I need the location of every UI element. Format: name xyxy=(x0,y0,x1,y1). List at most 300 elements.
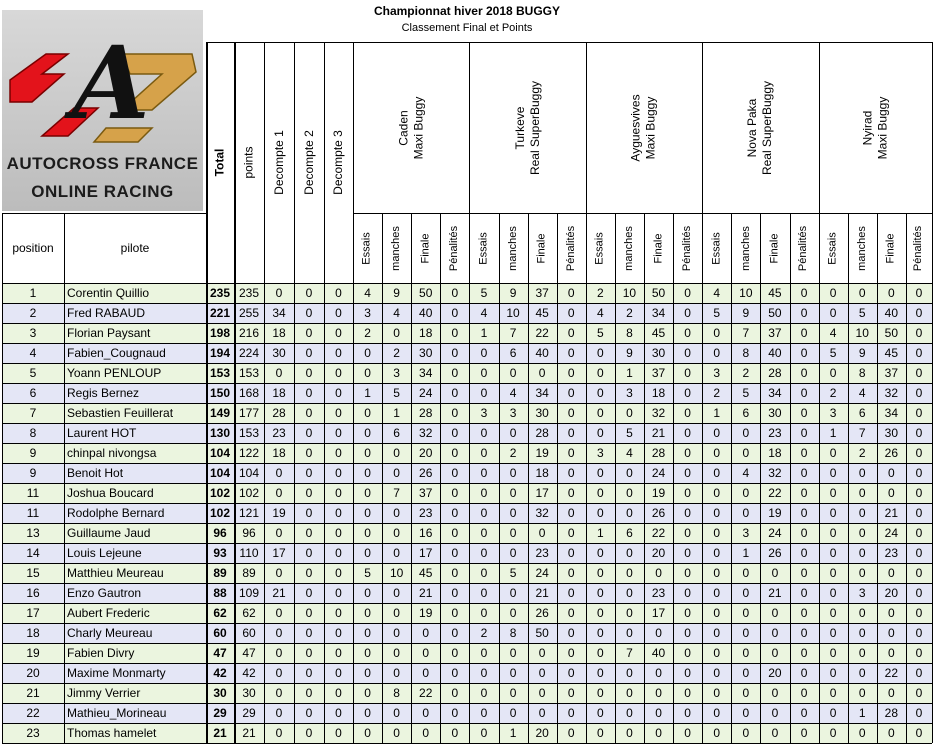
pilot-name: Fred RABAUD xyxy=(67,306,146,320)
score-cell: 20 xyxy=(884,586,899,600)
score-cell: 21 xyxy=(419,586,433,600)
total-cell: 150 xyxy=(209,386,231,400)
subheader-essais: Essais xyxy=(361,231,374,265)
score-cell: 37 xyxy=(535,286,549,300)
score-cell: 0 xyxy=(597,726,604,740)
score-cell: 0 xyxy=(713,646,721,660)
column-divider xyxy=(702,42,703,743)
subheader-finale: Finale xyxy=(535,233,548,263)
score-cell: 0 xyxy=(451,366,459,380)
score-cell: 0 xyxy=(915,706,923,720)
pilot-name: Enzo Gautron xyxy=(67,586,142,600)
event-header xyxy=(702,42,818,213)
score-cell: 0 xyxy=(451,566,459,580)
score-cell: 37 xyxy=(651,366,666,380)
score-cell: 0 xyxy=(915,466,923,480)
score-cell: 0 xyxy=(509,586,517,600)
score-cell: 1 xyxy=(597,526,604,540)
score-cell: 0 xyxy=(800,566,808,580)
score-cell: 0 xyxy=(509,466,517,480)
score-cell: 0 xyxy=(655,686,662,700)
score-cell: 23 xyxy=(768,426,782,440)
score-cell: 6 xyxy=(742,406,750,420)
score-cell: 0 xyxy=(480,566,488,580)
score-cell: 0 xyxy=(684,306,691,320)
score-cell: 32 xyxy=(535,506,549,520)
total-cell: 96 xyxy=(213,526,227,540)
column-divider xyxy=(206,42,208,743)
score-cell: 0 xyxy=(597,346,604,360)
header-decompte-3-cell xyxy=(324,42,353,283)
score-cell: 0 xyxy=(305,466,313,480)
score-cell: 0 xyxy=(771,606,779,620)
score-cell: 47 xyxy=(242,646,256,660)
score-cell: 0 xyxy=(451,426,459,440)
score-cell: 19 xyxy=(535,446,549,460)
header-points-cell xyxy=(234,42,264,283)
score-cell: 1 xyxy=(626,366,633,380)
column-divider xyxy=(382,213,383,743)
score-cell: 0 xyxy=(451,666,459,680)
score-cell: 0 xyxy=(275,646,283,660)
score-cell: 0 xyxy=(538,706,546,720)
score-cell: 34 xyxy=(884,406,899,420)
score-cell: 9 xyxy=(393,286,400,300)
score-cell: 0 xyxy=(335,646,342,660)
score-cell: 0 xyxy=(275,726,283,740)
score-cell: 104 xyxy=(238,466,260,480)
pilot-name: Laurent HOT xyxy=(67,426,137,440)
subheader-essais: Essais xyxy=(477,231,490,265)
score-cell: 24 xyxy=(768,526,782,540)
column-divider xyxy=(411,213,412,743)
score-cell: 24 xyxy=(535,566,549,580)
score-cell: 0 xyxy=(915,386,923,400)
score-cell: 0 xyxy=(626,666,633,680)
score-cell: 0 xyxy=(335,706,342,720)
score-cell: 7 xyxy=(742,326,750,340)
score-cell: 34 xyxy=(419,366,433,380)
score-cell: 3 xyxy=(742,526,750,540)
score-cell: 0 xyxy=(684,346,691,360)
pilot-name: Jimmy Verrier xyxy=(67,686,141,700)
score-cell: 8 xyxy=(742,346,750,360)
event-class: Maxi Buggy xyxy=(643,96,658,159)
score-cell: 0 xyxy=(915,626,923,640)
score-cell: 9 xyxy=(858,346,866,360)
score-cell: 0 xyxy=(915,326,923,340)
score-cell: 216 xyxy=(238,326,260,340)
score-cell: 0 xyxy=(597,506,604,520)
pilot-name: Louis Lejeune xyxy=(67,546,142,560)
subheader-manches: manches xyxy=(506,225,519,271)
score-cell: 0 xyxy=(451,306,459,320)
score-cell: 0 xyxy=(480,506,488,520)
score-cell: 0 xyxy=(335,386,342,400)
score-cell: 8 xyxy=(509,626,517,640)
score-cell: 0 xyxy=(626,566,633,580)
subheader-cell xyxy=(499,213,528,283)
column-divider xyxy=(324,42,325,743)
subheader-cell xyxy=(790,213,819,283)
score-cell: 0 xyxy=(305,446,313,460)
score-cell: 0 xyxy=(480,346,488,360)
score-cell: 20 xyxy=(535,726,549,740)
score-cell: 121 xyxy=(238,506,260,520)
score-cell: 19 xyxy=(768,506,782,520)
score-cell: 0 xyxy=(422,626,430,640)
row-divider xyxy=(2,743,932,744)
score-cell: 0 xyxy=(858,726,866,740)
score-cell: 0 xyxy=(626,686,633,700)
score-cell: 0 xyxy=(800,466,808,480)
score-cell: 21 xyxy=(272,586,286,600)
score-cell: 0 xyxy=(742,686,750,700)
score-cell: 0 xyxy=(713,546,721,560)
subheader-cell xyxy=(877,213,906,283)
score-cell: 0 xyxy=(364,466,371,480)
score-cell: 0 xyxy=(451,646,459,660)
score-cell: 0 xyxy=(509,526,517,540)
score-cell: 0 xyxy=(915,726,923,740)
subheader-penalites: Pénalités xyxy=(681,225,694,271)
score-cell: 0 xyxy=(275,286,283,300)
score-cell: 26 xyxy=(884,446,899,460)
score-cell: 30 xyxy=(884,426,899,440)
total-cell: 104 xyxy=(209,446,231,460)
score-cell: 5 xyxy=(742,386,750,400)
score-cell: 0 xyxy=(626,506,633,520)
score-cell: 0 xyxy=(451,606,459,620)
score-cell: 0 xyxy=(888,286,895,300)
row-divider xyxy=(2,603,932,604)
score-cell: 30 xyxy=(419,346,433,360)
score-cell: 0 xyxy=(335,346,342,360)
score-cell: 0 xyxy=(858,686,866,700)
score-cell: 0 xyxy=(800,666,808,680)
score-cell: 0 xyxy=(509,646,517,660)
score-cell: 0 xyxy=(713,466,721,480)
score-cell: 168 xyxy=(238,386,260,400)
score-cell: 0 xyxy=(567,606,575,620)
score-cell: 122 xyxy=(238,446,260,460)
pilot-name: chinpal nivongsa xyxy=(67,446,157,460)
score-cell: 0 xyxy=(713,426,721,440)
score-cell: 28 xyxy=(535,426,549,440)
score-cell: 0 xyxy=(713,706,721,720)
score-cell: 23 xyxy=(651,586,666,600)
score-cell: 0 xyxy=(275,626,283,640)
score-cell: 0 xyxy=(742,626,750,640)
pilot-name: Matthieu Meureau xyxy=(67,566,164,580)
score-cell: 0 xyxy=(858,546,866,560)
row-divider xyxy=(2,283,932,284)
score-cell: 0 xyxy=(742,586,750,600)
row-divider xyxy=(2,723,932,724)
score-cell: 0 xyxy=(597,426,604,440)
score-cell: 2 xyxy=(393,346,400,360)
score-cell: 0 xyxy=(451,286,459,300)
subheader-finale: Finale xyxy=(884,233,897,263)
score-cell: 37 xyxy=(884,366,899,380)
pilot-name: Rodolphe Bernard xyxy=(67,506,165,520)
total-cell: 149 xyxy=(209,406,231,420)
score-cell: 22 xyxy=(535,326,549,340)
score-cell: 0 xyxy=(567,526,575,540)
position-cell: 5 xyxy=(29,366,37,380)
score-cell: 0 xyxy=(567,546,575,560)
score-cell: 0 xyxy=(305,406,313,420)
pilot-name: Fabien Divry xyxy=(67,646,135,660)
score-cell: 0 xyxy=(684,646,691,660)
position-cell: 20 xyxy=(26,666,40,680)
header-decompte-3: Decompte 3 xyxy=(331,130,346,195)
position-cell: 23 xyxy=(26,726,40,740)
position-cell: 14 xyxy=(26,546,40,560)
score-cell: 110 xyxy=(239,546,259,560)
header-decompte-1-cell xyxy=(264,42,294,283)
score-cell: 0 xyxy=(480,586,488,600)
score-cell: 0 xyxy=(888,566,895,580)
score-cell: 26 xyxy=(535,606,549,620)
subheader-cell xyxy=(848,213,877,283)
score-cell: 0 xyxy=(655,666,662,680)
score-cell: 0 xyxy=(364,666,371,680)
score-cell: 0 xyxy=(451,706,459,720)
score-cell: 10 xyxy=(855,326,869,340)
header-pilote: pilote xyxy=(120,241,150,255)
score-cell: 0 xyxy=(684,486,691,500)
score-cell: 0 xyxy=(305,426,313,440)
score-cell: 0 xyxy=(915,406,923,420)
score-cell: 0 xyxy=(597,466,604,480)
position-cell: 11 xyxy=(26,486,40,500)
score-cell: 0 xyxy=(335,466,342,480)
score-cell: 0 xyxy=(422,726,430,740)
score-cell: 2 xyxy=(829,386,837,400)
score-cell: 0 xyxy=(335,506,342,520)
score-cell: 0 xyxy=(275,566,283,580)
score-cell: 28 xyxy=(419,406,433,420)
score-cell: 0 xyxy=(509,486,517,500)
row-divider xyxy=(2,703,932,704)
score-cell: 10 xyxy=(622,286,637,300)
event-name xyxy=(860,96,890,159)
header-mid-line xyxy=(2,213,206,214)
score-cell: 0 xyxy=(305,366,313,380)
score-cell: 0 xyxy=(335,286,342,300)
score-cell: 0 xyxy=(915,506,923,520)
score-cell: 0 xyxy=(684,406,691,420)
score-cell: 30 xyxy=(272,346,286,360)
score-cell: 0 xyxy=(364,686,371,700)
score-cell: 0 xyxy=(305,326,313,340)
score-cell: 0 xyxy=(800,686,808,700)
column-divider xyxy=(264,42,265,743)
score-cell: 0 xyxy=(275,706,283,720)
score-cell: 0 xyxy=(275,686,283,700)
score-cell: 37 xyxy=(419,486,433,500)
row-divider xyxy=(2,363,932,364)
score-cell: 0 xyxy=(451,726,459,740)
score-cell: 20 xyxy=(768,666,782,680)
score-cell: 0 xyxy=(888,646,895,660)
subheader-cell xyxy=(760,213,789,283)
score-cell: 2 xyxy=(626,306,633,320)
score-cell: 0 xyxy=(684,586,691,600)
score-cell: 0 xyxy=(626,586,633,600)
score-cell: 5 xyxy=(626,426,633,440)
score-cell: 0 xyxy=(480,386,488,400)
score-cell: 2 xyxy=(480,626,488,640)
score-cell: 0 xyxy=(626,726,633,740)
score-cell: 0 xyxy=(509,706,517,720)
subheader-manches: manches xyxy=(390,225,403,271)
score-cell: 0 xyxy=(915,566,923,580)
score-cell: 0 xyxy=(509,666,517,680)
header-decompte-1: Decompte 1 xyxy=(271,130,286,195)
score-cell: 0 xyxy=(364,406,371,420)
subheader-penalites: Pénalités xyxy=(912,225,925,271)
score-cell: 0 xyxy=(888,686,895,700)
column-divider xyxy=(819,42,820,743)
score-cell: 0 xyxy=(713,526,721,540)
score-cell: 0 xyxy=(335,326,342,340)
score-cell: 0 xyxy=(684,426,691,440)
row-divider xyxy=(2,623,932,624)
score-cell: 0 xyxy=(684,526,691,540)
score-cell: 2 xyxy=(858,446,866,460)
score-cell: 0 xyxy=(915,426,923,440)
subheader-cell xyxy=(673,213,702,283)
score-cell: 7 xyxy=(393,486,400,500)
pilot-name: Regis Bernez xyxy=(67,386,140,400)
position-cell: 17 xyxy=(26,606,40,620)
score-cell: 0 xyxy=(655,726,662,740)
score-cell: 0 xyxy=(829,546,837,560)
score-cell: 5 xyxy=(858,306,866,320)
score-cell: 1 xyxy=(742,546,750,560)
position-cell: 21 xyxy=(26,686,40,700)
score-cell: 0 xyxy=(829,466,837,480)
score-cell: 0 xyxy=(567,386,575,400)
score-cell: 0 xyxy=(275,366,283,380)
score-cell: 0 xyxy=(800,526,808,540)
score-cell: 0 xyxy=(684,366,691,380)
event-class: Maxi Buggy xyxy=(411,96,426,159)
subheader-essais: Essais xyxy=(593,231,606,265)
score-cell: 34 xyxy=(535,386,549,400)
score-cell: 0 xyxy=(567,326,575,340)
score-cell: 21 xyxy=(651,426,666,440)
score-cell: 0 xyxy=(364,426,371,440)
score-cell: 50 xyxy=(768,306,782,320)
score-cell: 0 xyxy=(771,626,779,640)
score-cell: 0 xyxy=(364,526,371,540)
score-cell: 0 xyxy=(335,406,342,420)
score-cell: 40 xyxy=(768,346,782,360)
row-divider xyxy=(2,383,932,384)
score-cell: 28 xyxy=(768,366,782,380)
column-divider xyxy=(528,213,529,743)
score-cell: 0 xyxy=(335,586,342,600)
event-class: Real SuperBuggy xyxy=(527,80,542,175)
score-cell: 0 xyxy=(800,326,808,340)
score-cell: 0 xyxy=(393,726,400,740)
column-divider xyxy=(877,213,878,743)
score-cell: 0 xyxy=(393,326,400,340)
score-cell: 0 xyxy=(567,686,575,700)
row-divider xyxy=(2,303,932,304)
score-cell: 0 xyxy=(480,706,488,720)
total-cell: 235 xyxy=(209,286,231,300)
score-cell: 0 xyxy=(742,606,750,620)
score-cell: 18 xyxy=(651,386,666,400)
score-cell: 0 xyxy=(538,686,546,700)
score-cell: 0 xyxy=(567,306,575,320)
score-cell: 0 xyxy=(742,666,750,680)
event-header xyxy=(819,42,932,213)
score-cell: 0 xyxy=(684,666,691,680)
score-cell: 4 xyxy=(597,306,604,320)
score-cell: 32 xyxy=(768,466,782,480)
score-cell: 3 xyxy=(509,406,517,420)
score-cell: 0 xyxy=(567,626,575,640)
score-cell: 0 xyxy=(684,386,691,400)
score-cell: 0 xyxy=(597,546,604,560)
score-cell: 22 xyxy=(768,486,782,500)
subheader-cell xyxy=(702,213,731,283)
score-cell: 0 xyxy=(626,406,633,420)
score-cell: 0 xyxy=(335,626,342,640)
score-cell: 0 xyxy=(915,546,923,560)
score-cell: 0 xyxy=(451,526,459,540)
score-cell: 0 xyxy=(915,286,923,300)
header-top-line xyxy=(206,42,932,43)
score-cell: 0 xyxy=(915,526,923,540)
score-cell: 0 xyxy=(597,686,604,700)
score-cell: 0 xyxy=(567,406,575,420)
score-cell: 0 xyxy=(335,546,342,560)
logo-letter: A xyxy=(72,24,150,142)
score-cell: 0 xyxy=(335,446,342,460)
score-cell: 0 xyxy=(684,326,691,340)
pilot-name: Corentin Quillio xyxy=(67,286,150,300)
score-cell: 0 xyxy=(305,286,313,300)
score-cell: 0 xyxy=(597,606,604,620)
score-cell: 0 xyxy=(713,586,721,600)
score-cell: 1 xyxy=(480,326,488,340)
score-cell: 0 xyxy=(275,666,283,680)
score-cell: 2 xyxy=(713,386,721,400)
score-cell: 0 xyxy=(800,446,808,460)
event-track: Turkeve xyxy=(512,106,527,149)
pilot-name: Joshua Boucard xyxy=(67,486,154,500)
score-cell: 0 xyxy=(364,606,371,620)
score-cell: 0 xyxy=(597,566,604,580)
score-cell: 5 xyxy=(480,286,488,300)
score-cell: 0 xyxy=(393,446,400,460)
event-name xyxy=(629,94,659,161)
row-divider xyxy=(2,523,932,524)
score-cell: 0 xyxy=(305,606,313,620)
row-divider xyxy=(2,563,932,564)
score-cell: 0 xyxy=(538,666,546,680)
score-cell: 0 xyxy=(684,446,691,460)
score-cell: 0 xyxy=(684,626,691,640)
score-cell: 17 xyxy=(535,486,549,500)
score-cell: 0 xyxy=(829,486,837,500)
